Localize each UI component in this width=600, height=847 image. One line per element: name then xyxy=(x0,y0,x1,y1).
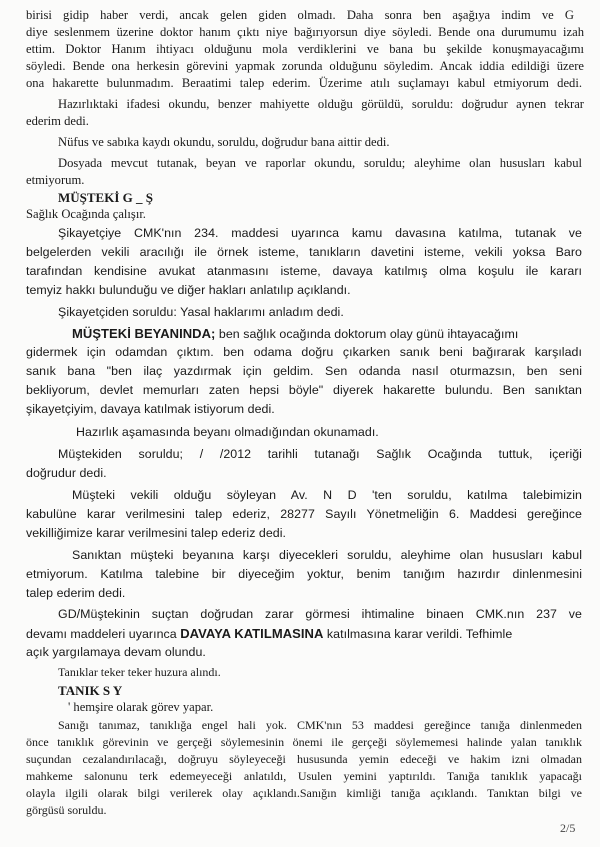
text-line xyxy=(26,625,512,643)
witness-header: TANIK S Y xyxy=(58,683,123,698)
text-line: ettim. Doktor Hanım ihtiyacı olduğunu mola verdiklerini ve bana bu şekilde konuşmayacağımı xyxy=(26,42,584,56)
decision-emphasis: DAVAYA KATILMASINA xyxy=(180,626,324,641)
text-line: kabulüne karar verilmesini talep ederiz, 28277 Sayılı Yönetmeliğin 6. Maddesi gereğince xyxy=(26,507,582,521)
text-line: açık yargılamaya devam olundu. xyxy=(26,645,206,659)
text-line: ona hakarette bulunmadım. Beraatimi talep ederim. Üzerime atılı suçlamayı kabul etmiyorum dedi. xyxy=(26,76,582,90)
text-line: vekilliğimize karar verilmesini talep ederiz dedi. xyxy=(26,526,287,540)
text-span: katılmasına karar verildi. Tefhimle xyxy=(323,627,513,641)
text-line: mahkeme salonunu terk edemeyeceği anlatıldı, Usulen yemini yaptırıldı. Tanığa tanıklık yapacağı xyxy=(26,769,582,783)
text-line: Dosyada mevcut tutanak, beyan ve raporlar okundu, soruldu; aleyhime olan hususları kabul xyxy=(58,156,582,170)
text-line: Nüfus ve sabıka kaydı okundu, soruldu, doğrudur bana aittir dedi. xyxy=(58,135,390,149)
text-line: talep ederim dedi. xyxy=(26,586,126,600)
text-line: tarafından kendisine avukat atanmasını isteme, davaya katılmış olma koşulu ile kararı xyxy=(26,264,582,278)
text-line: olayla ilgili olarak bilgi verilerek olay açıklandı.Sanığın kimliği tanığa açıklandı. Tanıktan bilgi ve xyxy=(26,786,582,800)
witness-job: ' hemşire olarak görev yapar. xyxy=(68,700,214,714)
text-span: ben sağlık ocağında doktorum olay günü ihtayacağımı xyxy=(215,327,519,341)
text-line: Hazırlık aşamasında beyanı olmadığından okunamadı. xyxy=(76,425,379,439)
complainant-header: MÜŞTEKİ G _ Ş xyxy=(58,190,153,205)
text-line: Tanıklar teker teker huzura alındı. xyxy=(58,665,221,679)
text-line: belgelerden vekili aracılığı ile örnek isteme, tanıkların davetini isteme, vekili yoksa Baro xyxy=(26,245,582,259)
text-line: suçundan cezalandırılacağı, doğruyu söyleyeceği hususunda yemin edeceği ve hakim izni olmadan xyxy=(26,752,582,766)
text-line: Sanığı tanımaz, tanıklığa engel hali yok. CMK'nın 53 maddesi gereğince tanığa dinlenmeden xyxy=(58,718,582,732)
text-line: önce tanıklık görevinin ve gerçeği söylemesinin önemi ile gerçeği söylememesi halinde yalan tanıklık xyxy=(26,735,582,749)
page-number: 2/5 xyxy=(560,821,576,835)
text-line: gidermek için odamdan çıktım. ben odama doğru çıkarken sanık beni bağırarak karşıladı xyxy=(26,345,582,359)
text-line: ederim dedi. xyxy=(26,114,89,128)
text-line: etmiyorum. xyxy=(26,173,85,187)
text-line: Şikayetçiye CMK'nın 234. maddesi uyarınca kamu davasına katılma, tutanak ve xyxy=(58,226,582,240)
text-line: birisi gidip haber verdi, ancak gelen giden olmadı. Daha sonra ben aşağıya indim ve G xyxy=(26,8,574,22)
statement-heading: MÜŞTEKİ BEYANINDA; xyxy=(72,326,216,341)
text-line xyxy=(72,325,518,343)
text-line: GD/Müştekinin suçtan doğrudan zarar görmesi ihtimaline binaen CMK.nın 237 ve xyxy=(58,607,582,621)
text-line: diye seslenmem üzerine doktor hanım çıktı niye bağırıyorsun diye söyledi. Bende ona durumumu izah xyxy=(26,25,584,39)
text-line: şikayetçiyim, davaya katılmak istiyorum dedi. xyxy=(26,402,275,416)
text-span: devamı maddeleri uyarınca xyxy=(26,627,181,641)
text-line: Müşteki vekili olduğu söyleyan Av. N D 'ten soruldu, katılma talebimizin xyxy=(72,488,582,502)
text-line: etmiyorum. Katılma talebine bir diyeceğim yoktur, benim tanığım hazırdır dinlenmesini xyxy=(26,567,582,581)
text-line: doğrudur dedi. xyxy=(26,466,107,480)
text-line: sanık bana "ben ilaç yazdırmak için geldim. Sen odanda nasıl oturmazsın, ben seni xyxy=(26,364,582,378)
text-line: Müştekiden soruldu; / /2012 tarihli tutanağı Sağlık Ocağında tuttuk, içeriği xyxy=(58,447,582,461)
text-line: söyledi. Bende ona herkesin görevini yapmak zorunda olduğunu söyledim. Ancak iddia edildiği üzere xyxy=(26,59,584,73)
text-line: temyiz hakkı bulunduğu ve diğer hakları anlatılıp açıklandı. xyxy=(26,283,351,297)
text-line: bekliyorum, devlet memurları zaten hepsi böyle" diyerek hakarette bulundu. Ben sanıktan xyxy=(26,383,582,397)
text-line: Şikayetçiden soruldu: Yasal haklarımı anladım dedi. xyxy=(58,305,344,319)
text-line: Hazırlıktaki ifadesi okundu, benzer mahiyette olduğu görüldü, soruldu: doğrudur aynen tekrar xyxy=(58,97,584,111)
text-line: görgüsü soruldu. xyxy=(26,803,107,817)
text-line: Sanıktan müşteki beyanına karşı diyecekleri soruldu, aleyhime olan hususları kabul xyxy=(72,548,582,562)
complainant-job: Sağlık Ocağında çalışır. xyxy=(26,207,146,221)
